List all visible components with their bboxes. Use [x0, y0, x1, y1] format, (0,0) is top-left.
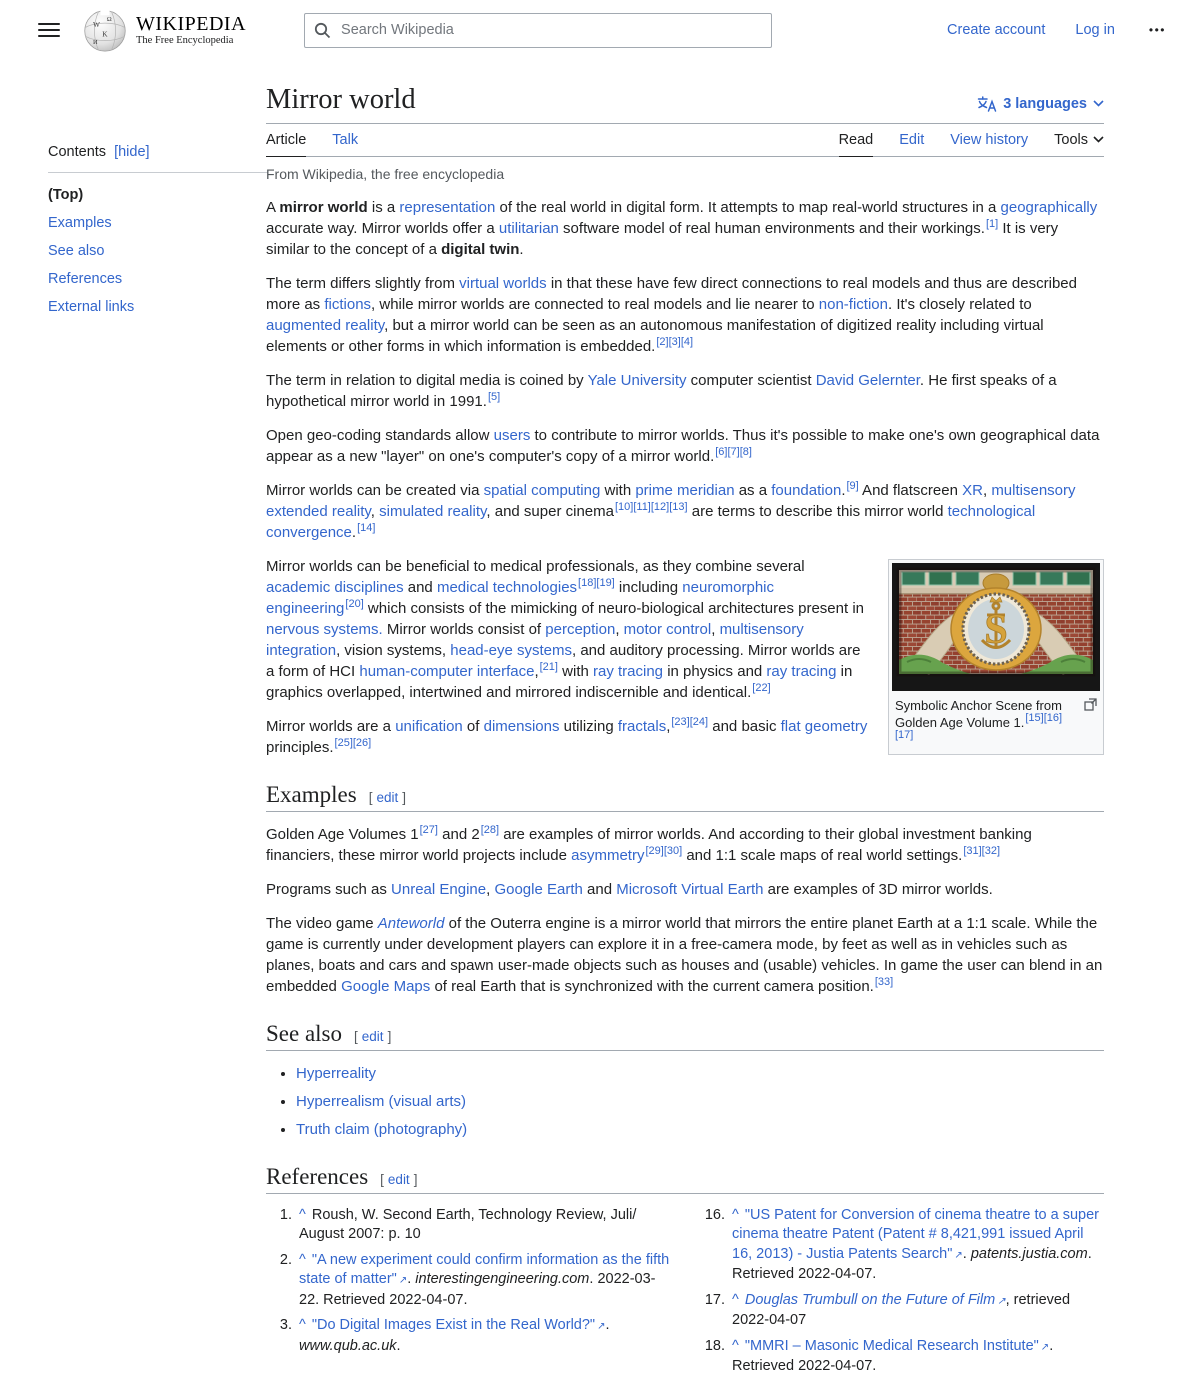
inline-link[interactable]: unification	[395, 717, 463, 735]
ref-superscript[interactable]: [22]	[752, 681, 771, 694]
ref-superscript[interactable]: [23][24]	[671, 715, 709, 728]
list-item	[296, 1091, 1104, 1112]
inline-link[interactable]: David Gelernter	[815, 371, 920, 389]
inline-link[interactable]: XR	[962, 481, 983, 499]
see-also-list	[296, 1063, 1104, 1140]
ref-superscript[interactable]: [18][19]	[578, 576, 615, 589]
ref-superscript[interactable]: [5]	[487, 390, 501, 403]
external-link-icon: ↗	[597, 1321, 606, 1333]
ref-superscript[interactable]: [15][16][17]	[895, 712, 1063, 742]
ref-backlink[interactable]: ^	[299, 1206, 306, 1223]
italic-text: patents.justia.com	[970, 1245, 1088, 1262]
inline-link[interactable]: multisensory integration	[266, 620, 804, 659]
thumbnail-caption	[892, 691, 1100, 751]
references-list	[266, 1206, 1104, 1383]
inline-link[interactable]: Anteworld	[377, 914, 445, 932]
ref-backlink[interactable]: ^	[299, 1251, 306, 1268]
inline-link[interactable]: asymmetry	[571, 846, 645, 864]
sidebar-item-external-links[interactable]: External links	[48, 299, 135, 315]
ref-superscript[interactable]: [6][7][8]	[715, 445, 752, 458]
reference-item	[266, 1206, 671, 1245]
paragraph: The term in relation to digital media is coined by Yale University computer scientist David Gelernter. He first speaks of a hypothetical mirror world in 1991.[5]	[266, 371, 1057, 410]
tools-label: Tools	[1054, 131, 1088, 148]
sidebar-item-top[interactable]: (Top)	[48, 187, 84, 203]
inline-link[interactable]: dimensions	[483, 717, 560, 735]
external-link-icon: ↗	[398, 1275, 408, 1287]
reference-number: 1.	[279, 1206, 292, 1223]
inline-link[interactable]: motor control	[623, 620, 712, 638]
edit-section-link[interactable]: edit	[376, 789, 399, 805]
inline-link[interactable]: fictions	[324, 295, 372, 313]
reference-number: 18.	[704, 1337, 725, 1354]
inline-link[interactable]: users	[493, 426, 531, 444]
inline-link[interactable]: non-fiction	[818, 295, 888, 313]
external-link-icon: ↗	[954, 1249, 963, 1261]
ref-superscript[interactable]: [29][30]	[645, 844, 683, 857]
inline-link[interactable]: "Do Digital Images Exist in the Real World?" ↗	[311, 1317, 606, 1334]
contents-header	[48, 144, 268, 173]
inline-link[interactable]: "US Patent for Conversion of cinema theatre to a super cinema theatre Patent (Patent # 8,421,991 issued April 16, 2013) - Justia Patents Search" ↗	[732, 1206, 1099, 1262]
inline-link[interactable]: neuromorphic engineering	[266, 578, 775, 617]
svg-text:W: W	[93, 20, 100, 30]
ref-superscript[interactable]: [10][11][12][13]	[614, 500, 688, 513]
reference-item	[699, 1206, 1104, 1285]
italic-text: www.qub.ac.uk	[299, 1337, 397, 1354]
paragraph: Open geo-coding standards allow users to contribute to mirror worlds. Thus it's possible to make one's own geographical data appear as a new "layer" on one's computer's copy of a mirror world.[6][7][8]	[266, 426, 1100, 465]
tab-talk[interactable]: Talk	[332, 131, 359, 148]
italic-text: interestingengineering.com	[415, 1271, 590, 1288]
sidebar-item-references[interactable]: References	[48, 271, 123, 287]
search-input[interactable]	[304, 13, 772, 48]
chevron-down-icon	[1093, 136, 1104, 143]
inline-link[interactable]: Douglas Trumbull on the Future of Film ↗	[744, 1291, 1006, 1308]
ref-superscript[interactable]: [21]	[539, 660, 558, 673]
inline-link[interactable]: flat geometry	[780, 717, 868, 735]
section-title: Examples	[266, 781, 357, 807]
contents-title: Contents	[48, 144, 107, 160]
more-options-icon[interactable]: •••	[1145, 19, 1170, 41]
language-icon	[977, 96, 997, 112]
inline-link[interactable]: representation	[399, 198, 496, 216]
ref-superscript[interactable]: [28]	[480, 823, 500, 836]
language-selector-button[interactable]	[977, 96, 1104, 118]
bold-text: mirror world	[279, 198, 368, 216]
svg-text:K: K	[102, 29, 108, 39]
paragraph: Programs such as Unreal Engine, Google Earth and Microsoft Virtual Earth are examples of 3D mirror worlds.	[266, 880, 993, 898]
inline-link[interactable]: multisensory extended reality	[266, 481, 1076, 520]
section-heading-references: References [ edit ]	[266, 1164, 1104, 1194]
section-heading-see-also: See also [ edit ]	[266, 1021, 1104, 1051]
inline-link[interactable]: foundation	[771, 481, 842, 499]
contents-hide-link[interactable]: [hide]	[114, 144, 150, 160]
tab-edit[interactable]: Edit	[899, 131, 925, 148]
article-thumbnail[interactable]	[888, 559, 1104, 755]
tab-read[interactable]: Read	[839, 124, 874, 156]
reference-text: ^ "MMRI – Masonic Medical Research Institute" ↗. Retrieved 2022-04-07.	[732, 1337, 1054, 1375]
ref-backlink[interactable]: ^	[732, 1291, 739, 1308]
svg-text:Ω: Ω	[106, 15, 112, 23]
search-icon	[314, 22, 331, 43]
reference-item	[266, 1251, 671, 1311]
reference-number: 16.	[704, 1206, 725, 1223]
see-also-link[interactable]: Truth claim (photography)	[296, 1120, 468, 1138]
reference-number: 2.	[279, 1251, 292, 1268]
list-item	[296, 1119, 1104, 1140]
list-item	[296, 1063, 1104, 1084]
ref-superscript[interactable]: [2][3][4]	[656, 335, 694, 348]
paragraph: The term differs slightly from virtual worlds in that these have few direct connections to real models and thus are described more as fictions, while mirror worlds are connected to real models and lie nearer to non-fiction. It's closely related to augmented reality, but a mirror world can be seen as an autonomous manifestation of digitized reality including virtual elements or other forms in which information is embedded.[2][3][4]	[266, 274, 1077, 355]
paragraph: Mirror worlds can be created via spatial computing with prime meridian as a foundation.[9] And flatscreen XR, multisensory extended reality, simulated reality, and super cinema[10][11][12][13] are terms to describe this mirror world technological convergence.[14]	[266, 479, 1076, 541]
ref-superscript[interactable]: [31][32]	[963, 844, 1001, 857]
inline-link[interactable]: spatial computing	[483, 481, 601, 499]
ref-superscript[interactable]: [14]	[357, 521, 376, 534]
ref-superscript[interactable]: [9]	[846, 479, 859, 492]
paragraph: The video game Anteworld of the Outerra engine is a mirror world that mirrors the entire planet Earth at a 1:1 scale. While the game is currently under development players can explore it in a free-camera mode, by feet as well as in vehicles such as planes, boats and cars and spawn user-made objects such as houses and (usable) vehicles. In game the user can blend in an embedded Google Maps of real Earth that is synchronized with the current camera position.[33]	[266, 914, 1103, 995]
top-header	[0, 0, 1200, 60]
inline-link[interactable]: Google Earth	[494, 880, 583, 898]
ref-backlink[interactable]: ^	[732, 1337, 739, 1354]
svg-text:И: И	[93, 38, 98, 46]
inline-link[interactable]: technological convergence	[266, 502, 1036, 541]
contents-sidebar	[0, 60, 266, 1383]
logo-tagline: The Free Encyclopedia	[136, 35, 234, 46]
page-title: Mirror world	[266, 84, 416, 115]
login-link[interactable]: Log in	[1075, 22, 1115, 38]
reference-text: ^ Douglas Trumbull on the Future of Film ↗, retrieved 2022-04-07	[732, 1291, 1071, 1329]
edit-section-link[interactable]: edit	[387, 1171, 410, 1187]
reference-text: ^ "Do Digital Images Exist in the Real World?" ↗. www.qub.ac.uk.	[299, 1317, 610, 1354]
reference-text: ^ "US Patent for Conversion of cinema theatre to a super cinema theatre Patent (Patent # 8,421,991 issued April 16, 2013) - Justia Patents Search" ↗. patents.justia.com. Retrieved 2022-04-07.	[732, 1206, 1099, 1283]
external-link-icon: ↗	[1040, 1341, 1050, 1353]
section-title: See also	[266, 1020, 343, 1046]
inline-link[interactable]: prime meridian	[635, 481, 735, 499]
inline-link[interactable]: "A new experiment could confirm information as the fifth state of matter" ↗	[299, 1251, 670, 1288]
sidebar-item-see-also[interactable]: See also	[48, 243, 105, 259]
sidebar-item-examples[interactable]: Examples	[48, 215, 112, 231]
inline-link[interactable]: augmented reality	[266, 316, 385, 334]
wikipedia-logo[interactable]	[82, 7, 246, 53]
article-content	[266, 60, 1104, 1383]
ref-superscript[interactable]: [25][26]	[334, 736, 372, 749]
external-link-icon: ↗	[997, 1295, 1006, 1307]
tab-article[interactable]: Article	[266, 124, 306, 156]
see-also-link[interactable]: Hyperrealism (visual arts)	[296, 1092, 467, 1110]
caption-text: Symbolic Anchor Scene from Golden Age Volume 1.[15][16][17]	[895, 697, 1063, 742]
reference-text: ^ Roush, W. Second Earth, Technology Review, Juli/ August 2007: p. 10	[299, 1206, 637, 1243]
wikipedia-globe-icon	[82, 7, 128, 53]
inline-link[interactable]: "MMRI – Masonic Medical Research Institute" ↗	[744, 1337, 1050, 1354]
ref-backlink[interactable]: ^	[732, 1206, 739, 1223]
ref-superscript[interactable]: [1]	[985, 217, 999, 230]
enlarge-icon[interactable]	[1084, 698, 1097, 715]
reference-item	[266, 1316, 671, 1356]
ref-superscript[interactable]: [27]	[419, 823, 438, 836]
languages-count-label: 3 languages	[1003, 95, 1087, 112]
inline-link[interactable]: fractals	[617, 717, 667, 735]
inline-link[interactable]: utilitarian	[498, 219, 559, 237]
logo-wordmark: WIKIPEDIA	[136, 13, 247, 35]
reference-item	[699, 1337, 1104, 1377]
create-account-link[interactable]: Create account	[947, 22, 1046, 38]
ref-superscript[interactable]: [20]	[345, 597, 364, 610]
reference-number: 17.	[704, 1291, 725, 1308]
reference-item	[699, 1291, 1104, 1331]
section-heading-examples: Examples [ edit ]	[266, 782, 1104, 812]
search-bar	[304, 13, 772, 48]
ref-superscript[interactable]: [33]	[874, 975, 894, 988]
inline-link[interactable]: Google Maps	[341, 977, 431, 995]
hamburger-menu-icon[interactable]	[38, 19, 60, 41]
see-also-link[interactable]: Hyperreality	[296, 1064, 377, 1082]
inline-link[interactable]: ray tracing	[766, 662, 837, 680]
reference-text: ^ "A new experiment could confirm information as the fifth state of matter" ↗. interestingengineering.com. 2022-03-22. Retrieved 2022-04-07.	[299, 1251, 670, 1308]
site-subtitle: From Wikipedia, the free encyclopedia	[266, 165, 505, 182]
edit-section-link[interactable]: edit	[361, 1028, 384, 1044]
bold-text: digital twin	[441, 240, 520, 258]
paragraph: A mirror world is a representation of the real world in digital form. It attempts to map real-world structures in a geographically accurate way. Mirror worlds offer a utilitarian software model of real human environments and their workings.[1] It is very similar to the concept of a digital twin.	[266, 198, 1098, 258]
chevron-down-icon	[1093, 100, 1104, 107]
inline-link[interactable]: human-computer interface	[359, 662, 535, 680]
reference-number: 3.	[279, 1317, 292, 1334]
inline-link[interactable]: geographically	[1000, 198, 1098, 216]
paragraph: Golden Age Volumes 1[27] and 2[28] are examples of mirror worlds. And according to their global investment banking financiers, these mirror world projects include asymmetry[29][30] and 1:1 scale maps of real world settings.[31][32]	[266, 823, 1032, 864]
inline-link[interactable]: Yale University	[587, 371, 687, 389]
inline-link[interactable]: medical technologies	[436, 578, 578, 596]
thumbnail-photo[interactable]	[892, 563, 1100, 691]
inline-link[interactable]: head-eye systems	[450, 641, 572, 659]
paragraph: Mirror worlds are a unification of dimensions utilizing fractals,[23][24] and basic flat geometry principles.[25][26]	[266, 715, 868, 756]
inline-link[interactable]: nervous systems.	[266, 620, 383, 638]
svg-text:S: S	[984, 606, 1008, 653]
inline-link[interactable]: simulated reality	[379, 502, 487, 520]
inline-link[interactable]: Microsoft Virtual Earth	[616, 880, 764, 898]
inline-link[interactable]: Unreal Engine	[391, 880, 487, 898]
tools-menu-button[interactable]	[1054, 124, 1104, 156]
inline-link[interactable]: academic disciplines	[266, 578, 404, 596]
inline-link[interactable]: ray tracing	[593, 662, 664, 680]
ref-backlink[interactable]: ^	[299, 1317, 306, 1334]
inline-link[interactable]: perception	[545, 620, 616, 638]
paragraph: Mirror worlds can be beneficial to medical professionals, as they combine several academic disciplines and medical technologies[18][19] including neuromorphic engineering[20] which consists of the mimicking of neuro-biological architectures present in nervous systems. Mirror worlds consist of perception, motor control, multisensory integration, vision systems, head-eye systems, and auditory processing. Mirror worlds are a form of HCI human-computer interface,[21] with ray tracing in physics and ray tracing in graphics overlapped, intertwined and mirrored indiscernible and identical.[22]	[266, 557, 864, 701]
section-title: References	[266, 1163, 369, 1189]
table-of-contents	[48, 181, 266, 321]
inline-link[interactable]: virtual worlds	[459, 274, 547, 292]
tab-view-history[interactable]: View history	[950, 131, 1029, 148]
